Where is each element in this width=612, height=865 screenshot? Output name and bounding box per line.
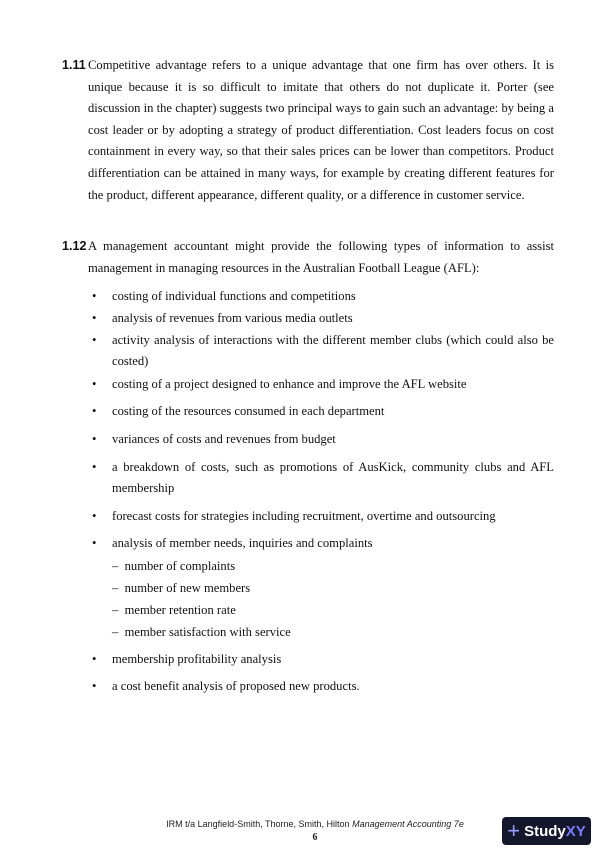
bullet-icon: • <box>92 431 97 446</box>
footer-authors: IRM t/a Langfield-Smith, Thorne, Smith, Hilton <box>166 819 353 829</box>
sub-list-item <box>88 555 554 577</box>
list-item-text: analysis of revenues from various media outlets <box>112 310 353 325</box>
bullet-icon: • <box>92 679 97 694</box>
list-item <box>88 676 554 698</box>
plus-icon: + <box>507 818 521 843</box>
list-item-text: membership profitability analysis <box>112 651 282 666</box>
bullet-icon: • <box>92 332 97 347</box>
bullet-icon: • <box>92 289 97 304</box>
section-1-12 <box>62 236 554 279</box>
footer-book-title: Management Accounting 7e <box>352 819 464 829</box>
dash-icon: – <box>112 602 119 617</box>
list-item-text: forecast costs for strategies including recruitment, overtime and outsourcing <box>112 508 496 523</box>
studyxy-logo <box>502 817 591 845</box>
section-number: 1.12 <box>62 239 87 254</box>
bullet-icon: • <box>92 310 97 325</box>
list-item <box>88 533 554 555</box>
bullet-icon: • <box>92 404 97 419</box>
page-number: 6 <box>312 832 318 843</box>
list-item-text: costing of a project designed to enhance and improve the AFL website <box>112 376 467 391</box>
list-item <box>88 401 554 423</box>
sub-list-item-text: number of new members <box>124 580 251 595</box>
list-item-text: analysis of member needs, inquiries and complaints <box>112 536 373 551</box>
sub-list-item <box>88 621 554 643</box>
list-item <box>88 286 554 308</box>
bullet-list <box>88 286 554 698</box>
list-item <box>88 374 554 396</box>
logo-text: Study <box>524 822 566 840</box>
list-item <box>88 429 554 451</box>
list-item <box>88 330 554 373</box>
sub-list-item-text: member satisfaction with service <box>124 624 291 639</box>
list-item-text: activity analysis of interactions with the different member clubs (which could also be costed) <box>112 332 554 369</box>
dash-icon: – <box>112 558 119 573</box>
sub-list-item <box>88 599 554 621</box>
section-text: A management accountant might provide the following types of information to assist management in managing resources in the Australian Football League (AFL): <box>88 239 554 275</box>
dash-icon: – <box>112 624 119 639</box>
list-item-text: costing of individual functions and competitions <box>112 289 356 304</box>
bullet-icon: • <box>92 508 97 523</box>
sub-list-item-text: member retention rate <box>124 602 236 617</box>
footer-citation <box>110 819 520 830</box>
section-number: 1.11 <box>62 58 86 72</box>
list-item <box>88 457 554 500</box>
sub-list-item <box>88 577 554 599</box>
list-item-text: a breakdown of costs, such as promotions of AusKick, community clubs and AFL membership <box>112 459 554 496</box>
document-body <box>62 55 554 698</box>
dash-icon: – <box>112 580 119 595</box>
list-item-text: variances of costs and revenues from budget <box>112 431 336 446</box>
list-item <box>88 649 554 671</box>
section-text: Competitive advantage refers to a unique advantage that one firm has over others. It is unique because it is so difficult to imitate that others do not duplicate it. Porter (see discussion in the chapter) suggests two principal ways to gain such an advantage: by being a cost leader or by adopting a strategy of product differentiation. Cost leaders focus on cost containment in every way, so that their sales prices can be lower than competitors. Product differentiation can be attained in many ways, for example by creating different features for the product, different appearance, different quality, or a difference in customer service. <box>88 58 554 202</box>
bullet-icon: • <box>92 376 97 391</box>
list-item <box>88 506 554 528</box>
bullet-icon: • <box>92 651 97 666</box>
bullet-icon: • <box>92 459 97 474</box>
sub-list-item-text: number of complaints <box>124 558 236 573</box>
list-item <box>88 308 554 330</box>
section-1-11 <box>62 55 554 206</box>
list-item-text: a cost benefit analysis of proposed new products. <box>112 679 360 694</box>
bullet-icon: • <box>92 536 97 551</box>
logo-text-accent: XY <box>565 822 586 840</box>
list-item-text: costing of the resources consumed in each department <box>112 404 385 419</box>
